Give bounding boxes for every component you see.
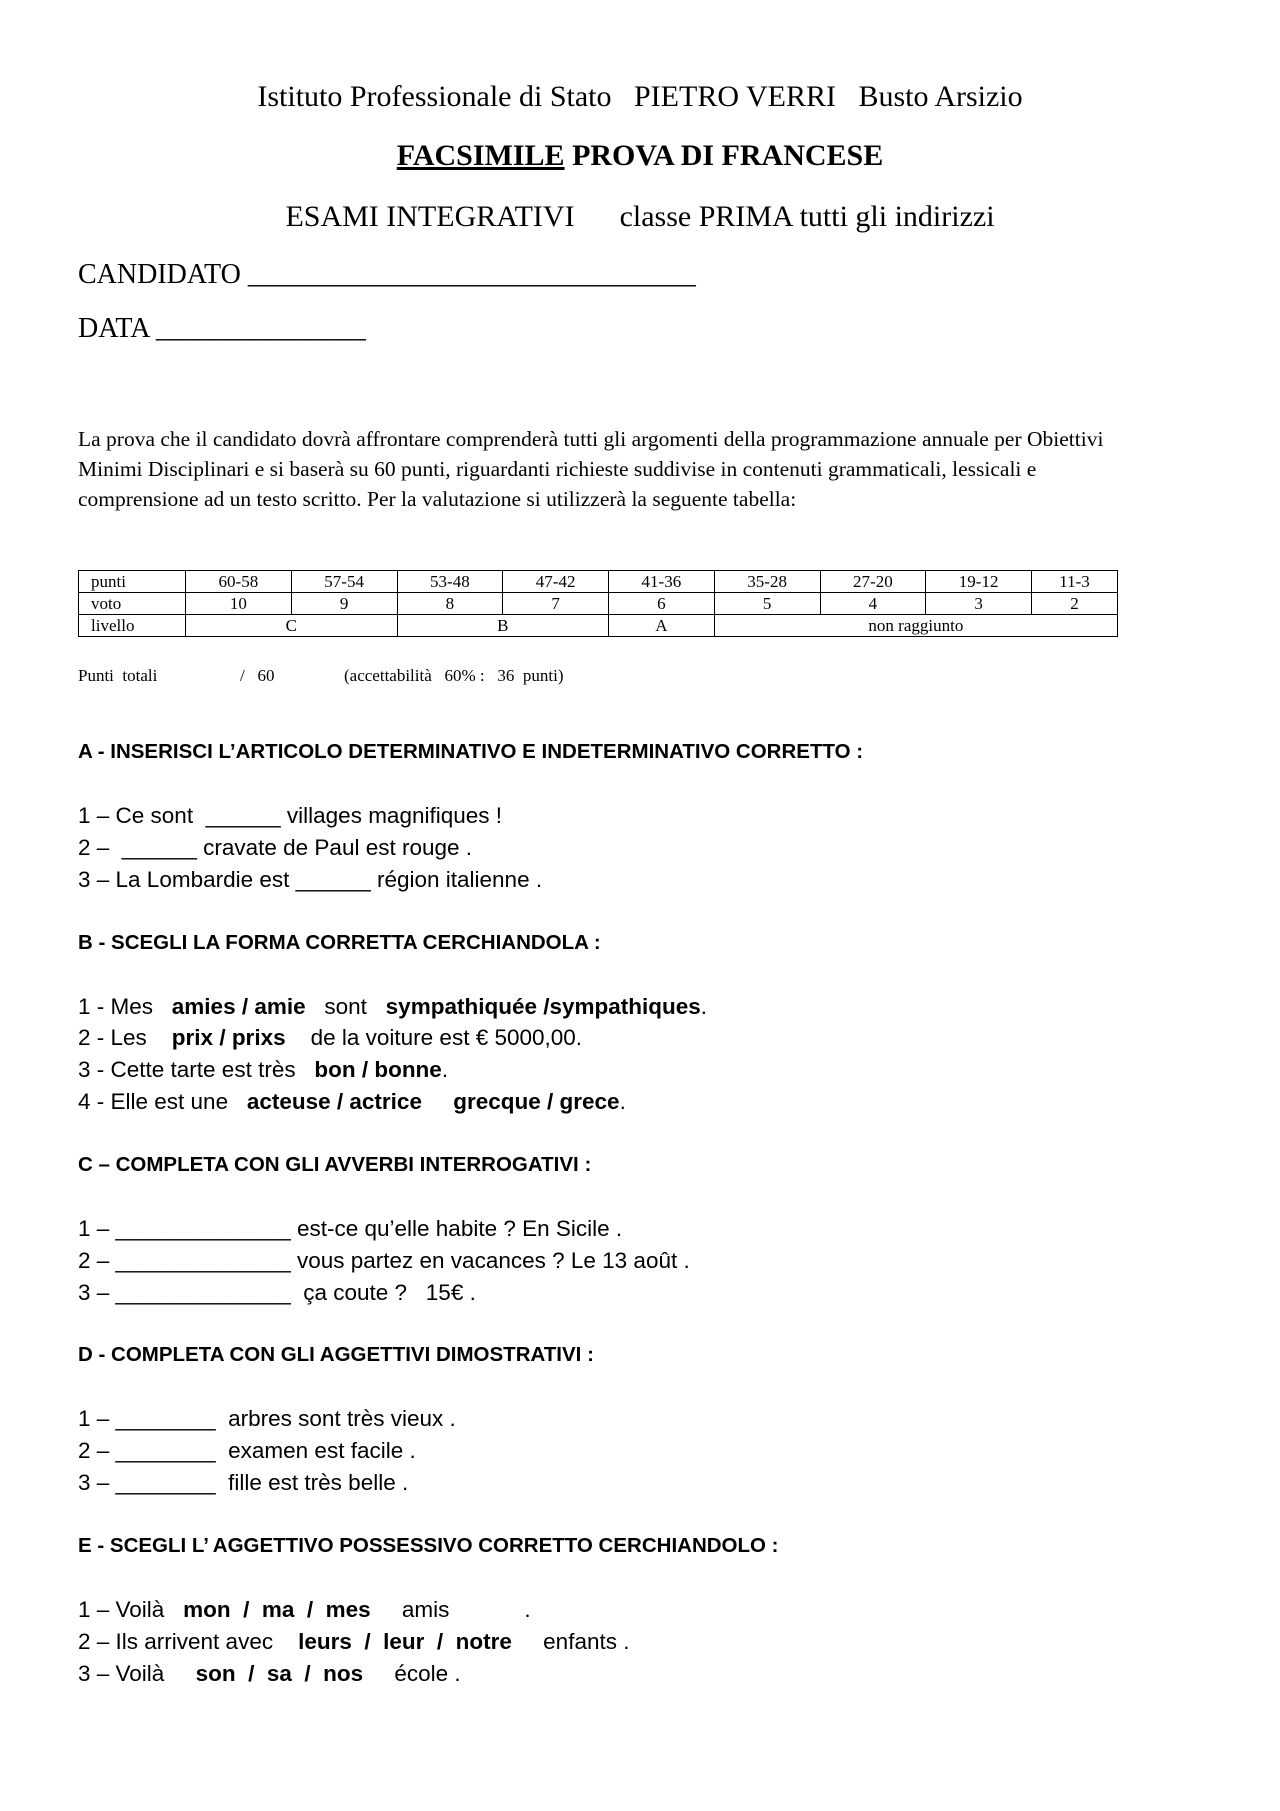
- grading-table: [78, 570, 1118, 637]
- list-item: [78, 1025, 582, 1051]
- choice-option[interactable]: amies / amie: [171, 994, 306, 1019]
- list-item: [78, 1629, 629, 1655]
- item-text: école .: [363, 1661, 461, 1686]
- institute-heading: Istituto Professionale di Stato PIETRO VERRI Busto Arsizio: [257, 80, 1023, 113]
- item-text: .: [700, 994, 708, 1019]
- item-text: 3 - Cette tarte est très: [78, 1057, 315, 1082]
- choice-option[interactable]: acteuse / actrice: [246, 1089, 422, 1114]
- list-item: 3 – ________ fille est très belle .: [78, 1470, 409, 1495]
- choice-option[interactable]: bon / bonne: [314, 1057, 442, 1082]
- list-item: [78, 1057, 448, 1083]
- choice-option[interactable]: son / sa / nos: [195, 1661, 364, 1686]
- list-item: 1 – ______________ est-ce qu’elle habite ? En Sicile .: [78, 1216, 623, 1241]
- table-cell: 47-42: [503, 571, 609, 593]
- section-b-title: B - SCEGLI LA FORMA CORRETTA CERCHIANDOLA :: [78, 931, 601, 954]
- list-item: 3 – La Lombardie est ______ région italienne .: [78, 867, 543, 892]
- item-text: 2 - Les: [78, 1025, 172, 1050]
- table-cell: 6: [609, 593, 715, 615]
- row-label: punti: [79, 571, 186, 593]
- list-item: [78, 1089, 626, 1115]
- item-text: de la voiture est € 5000,00.: [285, 1025, 583, 1050]
- table-cell: 4: [820, 593, 926, 615]
- row-label: livello: [79, 615, 186, 637]
- item-text: [422, 1089, 453, 1114]
- table-cell: C: [186, 615, 398, 637]
- list-item: 1 – ________ arbres sont très vieux .: [78, 1406, 456, 1431]
- choice-option[interactable]: leurs / leur / notre: [298, 1629, 512, 1654]
- item-text: amis .: [370, 1597, 531, 1622]
- table-cell: A: [609, 615, 715, 637]
- totals-label: Punti totali: [78, 666, 158, 685]
- table-cell: 53-48: [397, 571, 503, 593]
- table-cell: 27-20: [820, 571, 926, 593]
- list-item: 2 – ______ cravate de Paul est rouge .: [78, 835, 473, 860]
- table-cell: 11-3: [1032, 571, 1118, 593]
- table-cell: 35-28: [714, 571, 820, 593]
- choice-option[interactable]: mon / ma / mes: [183, 1597, 371, 1622]
- item-text: 2 – Ils arrivent avec: [78, 1629, 299, 1654]
- list-item: [78, 994, 707, 1020]
- item-text: 1 - Mes: [78, 994, 172, 1019]
- totals-acceptability: (accettabilità 60% : 36 punti): [344, 666, 564, 685]
- intro-paragraph: [78, 424, 1138, 514]
- table-cell: 19-12: [926, 571, 1032, 593]
- table-cell: B: [397, 615, 609, 637]
- title-underlined: FACSIMILE: [396, 139, 565, 172]
- section-d-title: D - COMPLETA CON GLI AGGETTIVI DIMOSTRATIVI :: [78, 1343, 594, 1366]
- table-cell: 7: [503, 593, 609, 615]
- list-item: 3 – ______________ ça coute ? 15€ .: [78, 1280, 476, 1305]
- table-cell: 10: [186, 593, 292, 615]
- item-text: .: [441, 1057, 449, 1082]
- candidate-field: CANDIDATO ________________________________: [78, 259, 696, 290]
- list-item: [78, 1597, 531, 1623]
- list-item: 1 – Ce sont ______ villages magnifiques !: [78, 803, 503, 828]
- item-text: .: [619, 1089, 626, 1114]
- table-cell: 60-58: [186, 571, 292, 593]
- section-e-title: E - SCEGLI L’ AGGETTIVO POSSESSIVO CORRETTO CERCHIANDOLO :: [78, 1534, 779, 1557]
- exam-subtitle: ESAMI INTEGRATIVI classe PRIMA tutti gli indirizzi: [285, 200, 995, 233]
- table-cell: 8: [397, 593, 503, 615]
- table-row-voto: [79, 593, 1118, 615]
- section-a-title: A - INSERISCI L’ARTICOLO DETERMINATIVO E INDETERMINATIVO CORRETTO :: [78, 740, 864, 763]
- intro-text: La prova che il candidato dovrà affrontare comprenderà tutti gli argomenti della programmazione annuale per Obiettivi Minimi Disciplinari e si baserà su 60 punti, riguardanti richieste suddivise in contenuti grammaticali, lessicali e comprensione ad un testo scritto. Per la valutazione si utilizzerà la seguente tabella:: [78, 427, 1104, 511]
- date-field: DATA _______________: [78, 313, 366, 344]
- item-text: 4 - Elle est une: [78, 1089, 247, 1114]
- list-item: 2 – ________ examen est facile .: [78, 1438, 416, 1463]
- table-cell: 5: [714, 593, 820, 615]
- table-cell: 9: [291, 593, 397, 615]
- row-label: voto: [79, 593, 186, 615]
- choice-option[interactable]: prix / prixs: [171, 1025, 286, 1050]
- table-cell: 41-36: [609, 571, 715, 593]
- table-cell: non raggiunto: [714, 615, 1117, 637]
- choice-option[interactable]: sympathiquée /sympathiques: [385, 994, 701, 1019]
- table-row-punti: [79, 571, 1118, 593]
- table-cell: 57-54: [291, 571, 397, 593]
- section-c-title: C – COMPLETA CON GLI AVVERBI INTERROGATIVI :: [78, 1153, 592, 1176]
- table-cell: 3: [926, 593, 1032, 615]
- title-rest: PROVA DI FRANCESE: [564, 139, 884, 172]
- totals-score: / 60: [240, 666, 275, 685]
- item-text: sont: [305, 994, 386, 1019]
- choice-option[interactable]: grecque / grece: [453, 1089, 620, 1114]
- table-row-livello: [79, 615, 1118, 637]
- list-item: [78, 1661, 461, 1687]
- item-text: 1 – Voilà: [78, 1597, 184, 1622]
- item-text: 3 – Voilà: [78, 1661, 196, 1686]
- document-title: [0, 139, 1280, 173]
- item-text: enfants .: [511, 1629, 630, 1654]
- list-item: 2 – ______________ vous partez en vacances ? Le 13 août .: [78, 1248, 690, 1273]
- table-cell: 2: [1032, 593, 1118, 615]
